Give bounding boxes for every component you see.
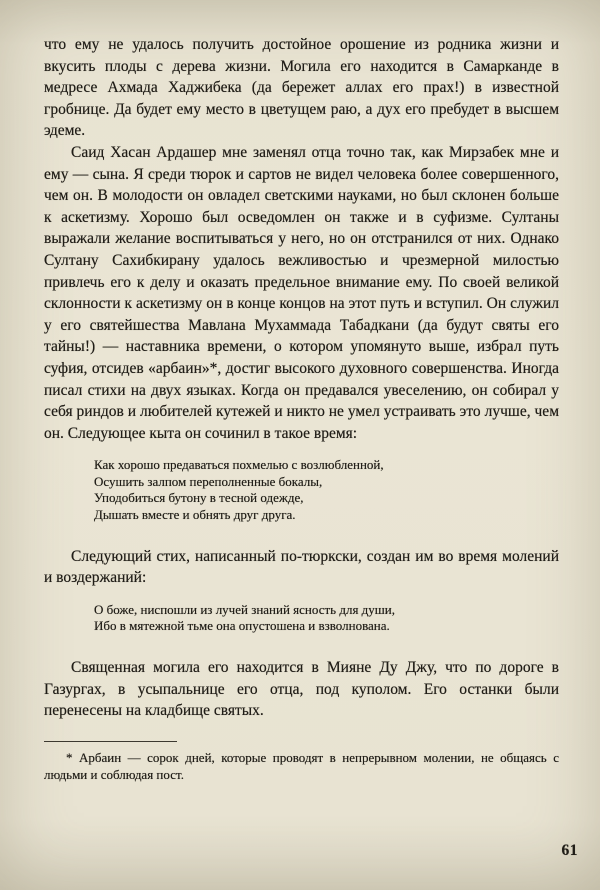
page-number: 61 xyxy=(561,842,578,859)
verse-line: Уподобиться бутону в тесной одежде, xyxy=(94,490,304,506)
verse-line: О боже, ниспошли из лучей знаний ясность для души, xyxy=(94,601,396,617)
verse-line: Осушить залпом переполненные бокалы, xyxy=(94,473,323,489)
paragraph-continuation: что ему не удалось получить достойное орошение из родника жизни и вкусить плоды с дерева жизни. Могила его находится в Самарканде в медресе Ахмада Хаджибека (да бережет аллах его прах!) в известной гробнице. Да будет ему место в цветущем раю, а дух его пребудет в высшем эдеме. xyxy=(44,36,559,140)
verse-line: Как хорошо предаваться похмелью с возлюбленной, xyxy=(94,457,384,473)
page-content xyxy=(44,34,559,783)
verse-block-turkic xyxy=(94,602,559,635)
footnote-text-arbain: * Арбаин — сорок дней, которые проводят в непрерывном молении, не общаясь с людьми и соблюдая пост. xyxy=(44,749,559,783)
paragraph-turkic-verse-intro: Следующий стих, написанный по-тюркски, создан им во время молений и воздержаний: xyxy=(44,547,559,587)
paragraph-sacred-grave: Священная могила его находится в Мияне Ду Джу, что по дороге в Газургах, в усыпальнице его отца, под куполом. Его останки были перенесены на кладбище святых. xyxy=(44,659,559,720)
footnote-section xyxy=(44,741,559,783)
verse-line: Дышать вместе и обнять друг друга. xyxy=(94,507,296,523)
verse-line: Ибо в мятежной тьме она опустошена и взволнована. xyxy=(94,618,390,634)
verse-block-kyta xyxy=(94,457,559,523)
paragraph-said-hasan-ardasher: Саид Хасан Ардашер мне заменял отца точно так, как Мирзабек мне и ему — сына. Я среди тюрок и сартов не видел человека более совершенного, чем он. В молодости он овладел светскими науками, но был склонен больше к аскетизму. Хорошо был осведомлен он также и в суфизме. Султаны выражали желание воспитываться у него, но он отстранился от них. Однако Султану Сахибкирану удалось вежливостью и чрезмерной милостью привлечь его к делу и оказать предельное внимание ему. По своей великой склонности к аскетизму он в конце концов на этот путь и вступил. Он служил у его святейшества Мавлана Мухаммада Табадкани (да будут святы его тайны!) — наставника времени, о котором упомянуто выше, избрал путь суфия, отсидев «арбаин»*, достиг высокого духовного совершенства. Иногда писал стихи на двух языках. Когда он предавался увеселению, он собирал у себя риндов и любителей кутежей и никто не умел устраивать это лучше, чем он. Следующее кыта он сочинил в такое время: xyxy=(44,143,559,442)
footnote-divider xyxy=(44,741,177,742)
